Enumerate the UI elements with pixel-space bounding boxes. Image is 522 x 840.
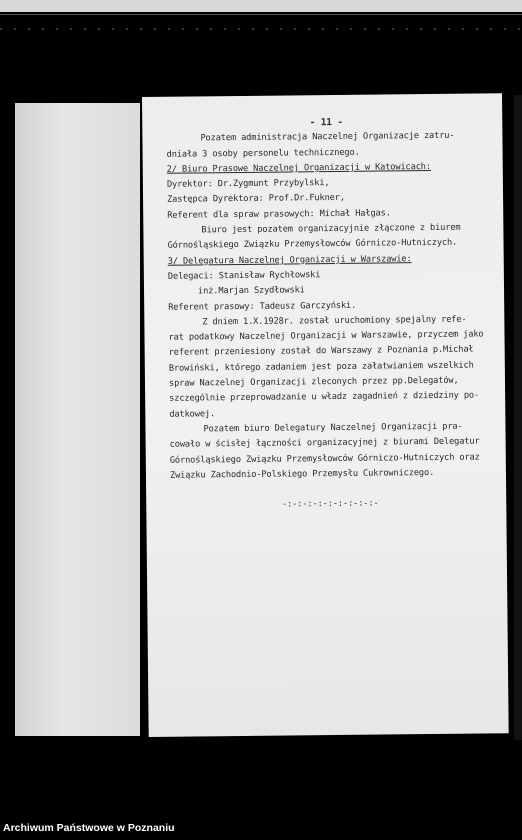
archive-label: Archiwum Państwowe w Poznaniu [3,822,175,834]
text-line: Referent prasowy: Tadeusz Garczyński. [168,300,357,313]
film-top-strip [0,0,522,12]
document-text [166,113,490,514]
closing-separator: -:-:-:-:-:-:-:-:-:- [281,498,379,510]
text-line: Pozatem administracja Naczelnej Organizacje zatru- [200,131,455,144]
text-line: Referent dla spraw prasowych: Michał Hałgas. [167,208,391,221]
text-line: Zastępca Dyrektora: Prof.Dr.Fukner, [167,193,345,206]
text-line: spraw Naczelnej Organizacji zleconych przez pp.Delegatów, [168,375,459,389]
text-line: dniała 3 osoby personelu technicznego. [166,147,360,160]
text-line: szczególnie przeprowadzanie u władz zagadnień z dziedziny po- [169,390,480,405]
text-line: Delegaci: Stanisław Rychłowski [167,270,321,282]
text-line: referent przeniesiony został do Warszawy z Poznania p.Michał [168,344,474,359]
film-perforation [0,28,522,30]
text-line: Związku Zachodnio-Polskiego Przemysłu Cukrowniczego. [169,467,435,481]
film-top-line [0,14,522,15]
text-line: Pozatem biuro Delegatury Naczelnej Organizacji pra- [203,421,463,435]
document-page [142,93,509,737]
text-line: Górnośląskiego Związku Przemysłowców Górniczo-Hutniczych oraz [169,452,480,466]
text-line: Dyrektor: Dr.Zygmunt Przybylski, [166,178,330,190]
text-line: Z dniem 1.X.1928r. został uruchomiony spejalny refe- [202,314,467,328]
text-line: datkowej. [169,408,216,420]
text-line: Biuro jest pozatem organizacyjnie złączone z biurem [201,222,461,236]
film-right-edge [514,95,522,740]
text-line: Browiński, którego zadaniem jest poza załatwianiem wszelkich [168,360,474,374]
section-heading: 3/ Delegatura Naczelnej Organizacji w Warszawie: [167,253,412,267]
text-line: cowało w ścisłej łączności organizacyjnej z biurami Delegatur [169,436,480,450]
text-line: Górnośląskiego Związku Przemysłowców Górniczo-Hutniczych. [167,238,458,252]
text-line: rat podatkowy Naczelnej Organizacji w Warszawie, przyczem jako [168,329,484,343]
page-number: - 11 - [309,116,344,129]
previous-page-edge [15,103,140,736]
section-heading: 2/ Biuro Prasowe Naczelnej Organizacji w Katowicach: [166,161,431,175]
text-line: inż.Marjan Szydłowski [197,285,305,297]
